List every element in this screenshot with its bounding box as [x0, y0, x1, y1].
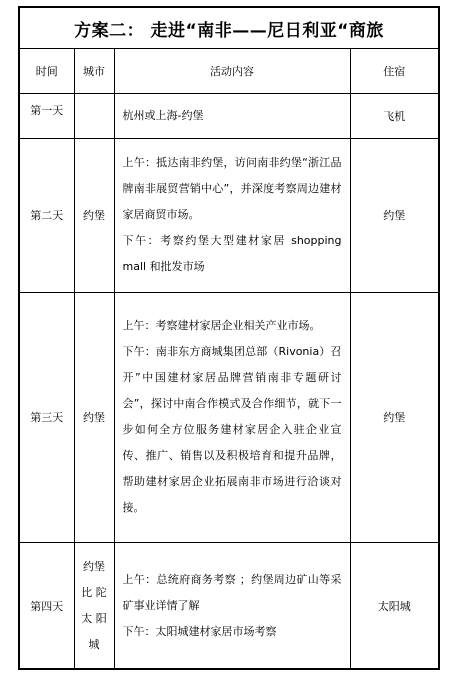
plan-title: 方案二： 走进“南非——尼日利亚“商旅: [20, 8, 438, 49]
city-line: 城: [88, 638, 100, 652]
stay-cell: 约堡: [350, 138, 438, 292]
city-cell: 约堡: [74, 138, 114, 292]
city-line: 太 阳: [81, 612, 107, 626]
header-activity: 活动内容: [114, 49, 350, 93]
header-stay: 住宿: [350, 49, 438, 93]
city-cell: [74, 542, 114, 670]
activity-afternoon: 下午：考察约堡大型建材家居 shopping mall 和批发市场: [122, 234, 342, 273]
day-cell: 第二天: [20, 138, 74, 292]
activity-morning: 上午：考察建材家居企业相关产业市场。: [122, 319, 321, 332]
activity-cell: [114, 542, 350, 670]
activity-morning: 上午：抵达南非约堡，访问南非约堡“浙江品牌南非展贸营销中心”，并深度考察周边建材家居商贸市场。: [122, 156, 342, 221]
activity-text: 杭州或上海-约堡: [122, 108, 204, 122]
stay-cell: 太阳城: [350, 542, 438, 670]
table-row-day3: [20, 292, 438, 542]
activity-afternoon: 下午：南非东方商城集团总部（Rivonia）召开”中国建材家居品牌营销南非专题研讨会”，探讨中南合作模式及合作细节，就下一步如何全方位服务建材家居企入驻企业宣传、推广、销售以及积极培育和提升品牌，帮助建材家居企业拓展南非市场进行洽谈对接。: [122, 345, 342, 514]
activity-afternoon: 下午：太阳城建材家居市场考察: [122, 625, 277, 639]
activity-morning: 上午：总统府商务考察 ；约堡周边矿山等采矿事业详情了解: [122, 573, 342, 613]
table-row-day4: [20, 542, 438, 670]
day-cell: 第三天: [20, 292, 74, 542]
city-cell: 约堡: [74, 292, 114, 542]
stay-cell: 约堡: [350, 292, 438, 542]
itinerary-document: [18, 6, 440, 670]
header-row: [20, 49, 438, 93]
itinerary-table: [20, 49, 438, 670]
city-line: 约堡: [83, 560, 105, 574]
header-time: 时间: [20, 49, 74, 93]
city-cell: [74, 93, 114, 138]
activity-cell: [114, 93, 350, 138]
table-row-day1: [20, 93, 438, 138]
day-cell: 第四天: [20, 542, 74, 670]
table-row-day2: [20, 138, 438, 292]
stay-cell: 飞机: [350, 93, 438, 138]
activity-cell: [114, 138, 350, 292]
activity-cell: [114, 292, 350, 542]
header-city: 城市: [74, 49, 114, 93]
city-line: 比 陀: [81, 586, 107, 600]
day-cell: 第一天: [20, 93, 74, 138]
